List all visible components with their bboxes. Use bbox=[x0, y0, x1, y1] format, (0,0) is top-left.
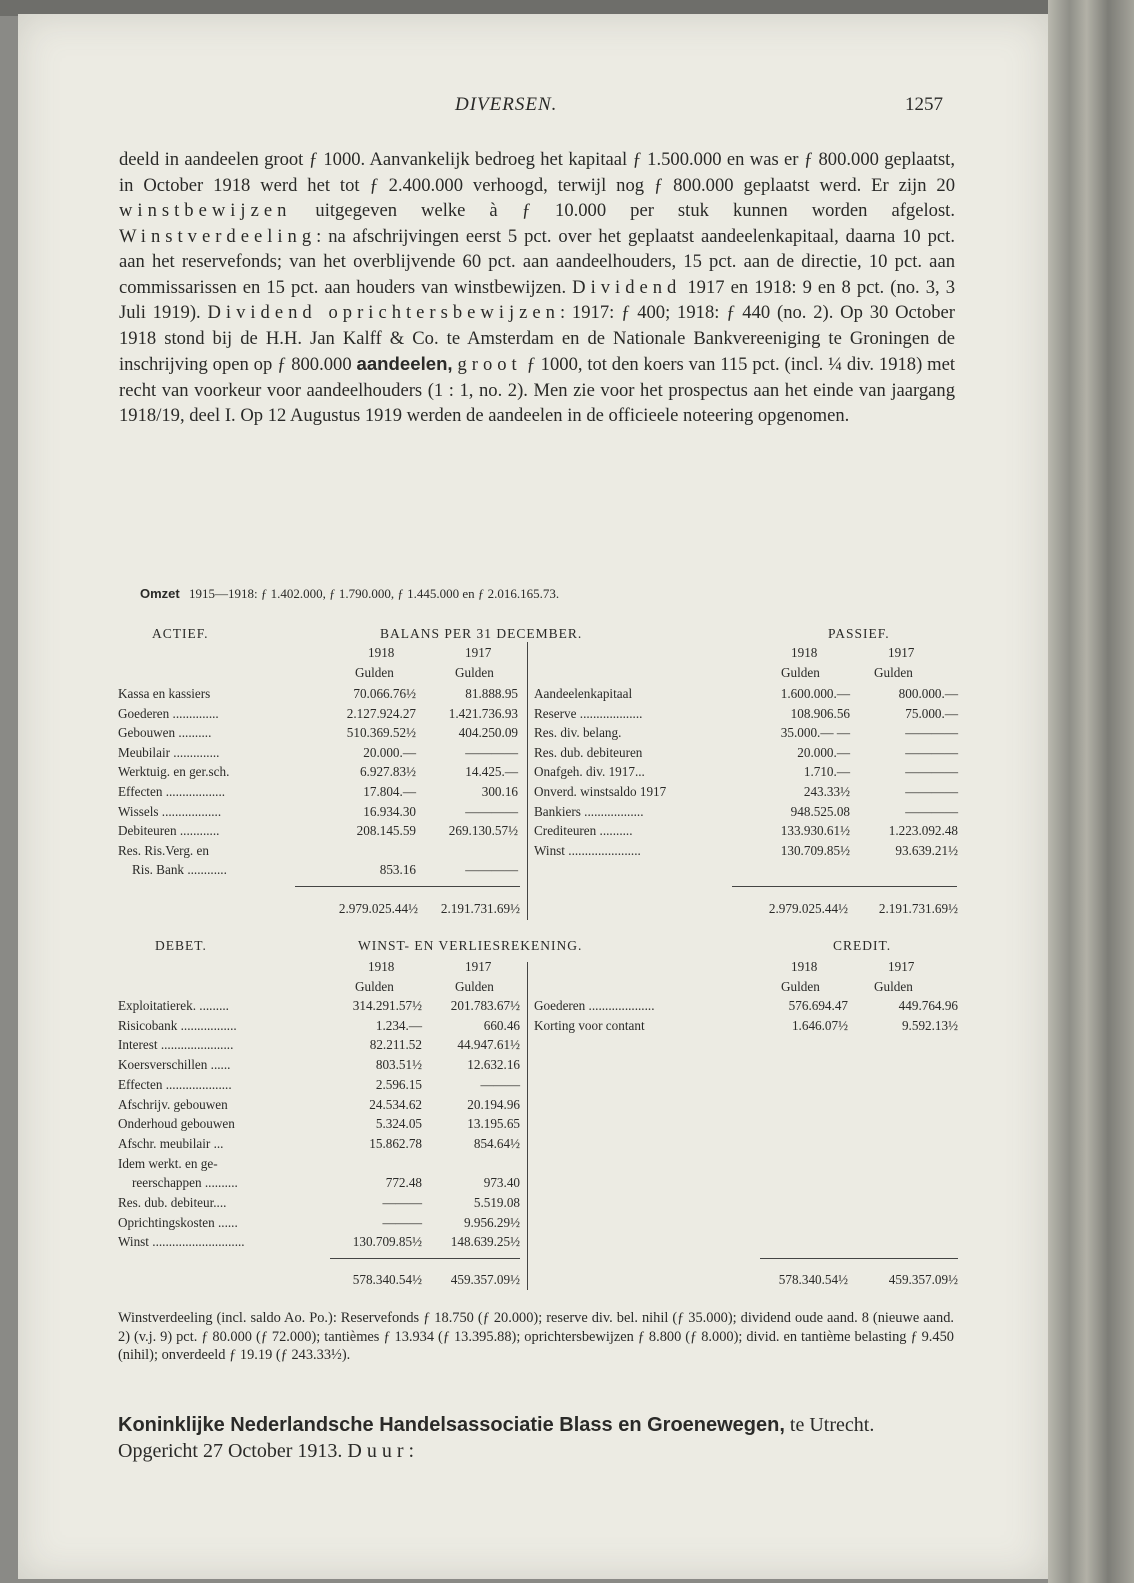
value-1918: 510.369.52½ bbox=[346, 725, 416, 741]
value-1917 bbox=[424, 1155, 520, 1173]
profit-distribution-note: Winstverdeeling (incl. saldo Ao. Po.): Reservefonds ƒ 18.750 (ƒ 20.000); reserve div. bel. nihil (ƒ 35.000); dividend oude aand. 8 (nieuwe aand. 2) (v.j. 9) pct. ƒ 80.000 (ƒ 72.000); tantièmes ƒ 13.934 (ƒ 13.395.88); oprichtersbewijzen ƒ 8.800 (ƒ 8.000); divid. en tantième belasting ƒ 9.450 (nihil); onverdeeld ƒ 19.19 (ƒ 243.33½). bbox=[118, 1310, 954, 1364]
value-1917: ———— bbox=[465, 803, 518, 819]
value-1918: 243.33½ bbox=[803, 784, 850, 799]
row-label: Korting voor contant bbox=[534, 1017, 645, 1033]
value-1918: 16.934.30 bbox=[363, 803, 416, 819]
row-label: Oprichtingskosten ...... bbox=[118, 1214, 238, 1230]
value-1917: 9.592.13½ bbox=[901, 1017, 958, 1033]
row-label: Risicobank ................. bbox=[118, 1017, 237, 1033]
value-1918: 314.291.57½ bbox=[352, 998, 422, 1013]
value-1917: 44.947.61½ bbox=[457, 1037, 520, 1053]
value-1918: 24.534.62 bbox=[369, 1096, 422, 1112]
value-1918: 130.709.85½ bbox=[780, 842, 850, 858]
total-rule bbox=[330, 1258, 520, 1259]
liabilities-caption: PASSIEF. bbox=[828, 626, 890, 641]
row-label: Goederen .............. bbox=[118, 705, 219, 721]
value-1918: ——— bbox=[382, 1195, 422, 1210]
value-1917: ———— bbox=[905, 803, 958, 819]
row-label: Ris. Bank ............ bbox=[132, 862, 227, 878]
total-liabilities-1917: 2.191.731.69½ bbox=[878, 901, 958, 916]
row-label: Effecten .................. bbox=[118, 784, 226, 799]
row-label: Aandeelenkapitaal bbox=[534, 686, 633, 701]
col-year-1917: 1917 bbox=[465, 645, 492, 660]
total-debit-1918: 578.340.54½ bbox=[352, 1272, 422, 1287]
col-year-1918: 1918 bbox=[791, 645, 818, 660]
text-run: winstbewijzen bbox=[119, 200, 292, 221]
value-1918: 133.930.61½ bbox=[780, 823, 850, 839]
value-1917: 1.223.092.48 bbox=[888, 823, 958, 839]
text-run: : na afschrijvingen eerst 5 pct. over het geplaatst aandeelenkapitaal, daarna 10 pct. aan het reservefonds; van het overblijvende 60 pct. aan aandeelhouders, 15 pct. aan de directie, 10 pct. aan commissarissen en 15 pct. aan houders van winstbewijzen. bbox=[119, 225, 955, 298]
value-1918: 20.000.— bbox=[363, 744, 416, 760]
value-1917: 20.194.96 bbox=[467, 1096, 520, 1112]
value-1918: 20.000.— bbox=[797, 744, 850, 760]
row-label: Res. div. belang. bbox=[534, 725, 622, 741]
turnover-values: 1915—1918: ƒ 1.402.000, ƒ 1.790.000, ƒ 1.445.000 en ƒ 2.016.165.73. bbox=[188, 586, 560, 601]
col-unit: Gulden bbox=[455, 665, 494, 680]
value-1918: 853.16 bbox=[379, 862, 416, 878]
row-label: Res. dub. debiteuren bbox=[534, 744, 643, 760]
value-1917: 14.425.— bbox=[465, 764, 518, 780]
value-1918: 5.324.05 bbox=[375, 1116, 422, 1132]
row-label: Winst ...................... bbox=[534, 842, 641, 858]
value-1918: 2.596.15 bbox=[375, 1076, 422, 1092]
total-credit-1918: 578.340.54½ bbox=[778, 1272, 848, 1287]
value-1917: 12.632.16 bbox=[467, 1057, 520, 1073]
duration-label: Duur: bbox=[347, 1440, 420, 1462]
row-label: Idem werkt. en ge- bbox=[118, 1155, 218, 1171]
col-year-1917: 1917 bbox=[888, 959, 915, 974]
col-unit: Gulden bbox=[455, 979, 494, 994]
row-label: Onafgeh. div. 1917... bbox=[534, 764, 645, 780]
total-debit-1917: 459.357.09½ bbox=[450, 1272, 520, 1287]
company-name: Koninklijke Nederlandsche Handelsassociatie Blass en Groenewegen, bbox=[118, 1414, 785, 1436]
value-1917: 75.000.— bbox=[905, 705, 958, 721]
value-1918: 208.145.59 bbox=[356, 823, 416, 839]
col-unit: Gulden bbox=[781, 665, 820, 680]
col-year-1917: 1917 bbox=[888, 645, 915, 660]
book-spine bbox=[1048, 0, 1134, 1583]
total-rule bbox=[760, 1258, 958, 1259]
value-1917 bbox=[418, 842, 518, 860]
row-label: Afschrijv. gebouwen bbox=[118, 1096, 228, 1112]
value-1918: 70.066.76½ bbox=[353, 686, 416, 701]
value-1917: ———— bbox=[465, 744, 518, 760]
total-rule bbox=[295, 886, 520, 887]
text-run: deeld in aandeelen groot bbox=[119, 149, 309, 170]
col-year-1918: 1918 bbox=[368, 959, 395, 974]
text-run: Dividend bbox=[572, 276, 682, 298]
col-year-1917: 1917 bbox=[465, 959, 492, 974]
debit-caption: DEBET. bbox=[155, 938, 207, 953]
row-label: Interest ...................... bbox=[118, 1037, 234, 1053]
row-label: Debiteuren ............ bbox=[118, 823, 220, 839]
value-1917: 800.000.— bbox=[898, 686, 958, 701]
row-label: Crediteuren .......... bbox=[534, 823, 633, 839]
value-1918: 803.51½ bbox=[375, 1057, 422, 1073]
row-label: Goederen .................... bbox=[534, 998, 655, 1013]
value-1917: 13.195.65 bbox=[467, 1116, 520, 1132]
value-1918: 576.694.47 bbox=[788, 998, 848, 1013]
total-assets-1917: 2.191.731.69½ bbox=[440, 901, 520, 916]
text-run: groot bbox=[457, 354, 522, 375]
total-credit-1917: 459.357.09½ bbox=[888, 1272, 958, 1287]
value-1918: 82.211.52 bbox=[369, 1037, 422, 1053]
value-1917: 9.956.29½ bbox=[463, 1214, 520, 1230]
text-run: aandeelen, bbox=[356, 353, 453, 374]
col-unit: Gulden bbox=[874, 979, 913, 994]
col-unit: Gulden bbox=[781, 979, 820, 994]
text-run: Dividend oprichtersbewijzen bbox=[207, 302, 560, 323]
row-label: Wissels .................. bbox=[118, 803, 222, 819]
text-run: uitgegeven welke à ƒ 10.000 per stuk kunnen worden afgelost. bbox=[291, 200, 955, 221]
value-1918: 17.804.— bbox=[363, 784, 416, 799]
value-1918: 35.000.— — bbox=[780, 725, 850, 741]
profit-loss-title: WINST- EN VERLIESREKENING. bbox=[358, 938, 583, 953]
value-1917: 5.519.08 bbox=[473, 1195, 520, 1210]
col-unit: Gulden bbox=[874, 665, 913, 680]
text-run: : 1917: ƒ 400; 1918: ƒ 440 (no. 2). Op 30 October 1918 stond bij de H.H. Jan Kalff & Co. te Amsterdam en de Nationale Bankvereeniging te Groningen de inschrijving open op ƒ 800.000 bbox=[119, 302, 955, 375]
row-label: Res. Ris.Verg. en bbox=[118, 842, 209, 858]
value-1917: ———— bbox=[905, 784, 958, 799]
balance-sheet-title: BALANS PER 31 DECEMBER. bbox=[380, 626, 583, 641]
column-divider bbox=[527, 962, 528, 1290]
col-unit: Gulden bbox=[355, 665, 394, 680]
row-label: Effecten .................... bbox=[118, 1076, 232, 1092]
text-run: ƒ 1000. Aanvankelijk bedroeg het kapitaal ƒ 1.500.000 en was er ƒ 800.000 geplaatst, in October 1918 werd het tot ƒ 2.400.000 verhoogd, terwijl nog ƒ 800.000 geplaatst werd. Er zijn 20 bbox=[119, 149, 955, 196]
next-company-entry bbox=[118, 1412, 954, 1464]
value-1918: 1.600.000.— bbox=[780, 686, 850, 701]
value-1917: 300.16 bbox=[481, 784, 518, 799]
value-1918: 15.862.78 bbox=[369, 1135, 422, 1151]
row-label: Bankiers .................. bbox=[534, 803, 644, 819]
row-label: Onverd. winstsaldo 1917 bbox=[534, 784, 667, 799]
value-1917: 201.783.67½ bbox=[450, 998, 520, 1013]
text-run: ƒ 1000, tot den koers van 115 pct. (incl. ¼ div. 1918) met recht van voorkeur voor aandeelhouders (1 : 1, no. 2). Men zie voor het prospectus aan het einde van jaargang 1918/19, deel I. Op 12 Augustus 1919 werden de aandeelen in de officieele noteering opgenomen. bbox=[119, 354, 955, 426]
row-label: Koersverschillen ...... bbox=[118, 1057, 231, 1073]
row-label: Afschr. meubilair ... bbox=[118, 1135, 224, 1151]
page-number: 1257 bbox=[905, 94, 943, 115]
company-description bbox=[119, 147, 955, 429]
value-1918: 2.127.924.27 bbox=[346, 705, 416, 721]
value-1917: 660.46 bbox=[483, 1017, 520, 1033]
col-unit: Gulden bbox=[355, 979, 394, 994]
row-label: Kassa en kassiers bbox=[118, 686, 211, 701]
value-1918 bbox=[280, 842, 416, 860]
value-1917: 973.40 bbox=[483, 1175, 520, 1191]
row-label: Meubilair .............. bbox=[118, 744, 220, 760]
value-1918 bbox=[300, 1155, 422, 1173]
value-1918: 108.906.56 bbox=[790, 705, 850, 721]
value-1917: 93.639.21½ bbox=[895, 842, 958, 858]
text-run: Winstverdeeling bbox=[119, 225, 317, 247]
row-label: Onderhoud gebouwen bbox=[118, 1116, 235, 1132]
value-1917: 449.764.96 bbox=[898, 998, 958, 1013]
value-1917: ———— bbox=[465, 862, 518, 878]
row-label: Reserve ................... bbox=[534, 705, 643, 721]
value-1917: 1.421.736.93 bbox=[448, 705, 518, 721]
row-label: Exploitatierek. ......... bbox=[118, 998, 229, 1013]
turnover-line bbox=[140, 586, 559, 602]
row-label: Winst ............................ bbox=[118, 1234, 245, 1250]
text-run: 1917 en 1918: 9 en 8 pct. (no. 3, 3 Juli 1919). bbox=[119, 276, 955, 323]
value-1917: ——— bbox=[480, 1076, 520, 1092]
value-1917: 148.639.25½ bbox=[450, 1234, 520, 1250]
value-1917: 269.130.57½ bbox=[448, 823, 518, 839]
value-1918: 130.709.85½ bbox=[352, 1234, 422, 1250]
row-label: Gebouwen .......... bbox=[118, 725, 212, 741]
value-1918: 6.927.83½ bbox=[359, 764, 416, 780]
company-intro: te Utrecht. Opgericht 27 October 1913. bbox=[118, 1414, 875, 1462]
col-year-1918: 1918 bbox=[791, 959, 818, 974]
column-divider bbox=[527, 642, 528, 920]
value-1918: 1.710.— bbox=[803, 764, 850, 780]
credit-caption: CREDIT. bbox=[833, 938, 892, 953]
assets-caption: ACTIEF. bbox=[152, 626, 209, 641]
total-rule bbox=[732, 886, 957, 887]
row-label: reerschappen .......... bbox=[132, 1175, 238, 1191]
total-assets-1918: 2.979.025.44½ bbox=[338, 901, 418, 916]
value-1917: ———— bbox=[905, 764, 958, 780]
value-1918: 1.234.— bbox=[375, 1017, 422, 1033]
value-1917: 854.64½ bbox=[473, 1135, 520, 1151]
value-1917: ———— bbox=[905, 744, 958, 760]
row-label: Res. dub. debiteur.... bbox=[118, 1195, 227, 1210]
turnover-label: Omzet bbox=[140, 586, 180, 601]
col-year-1918: 1918 bbox=[368, 645, 395, 660]
value-1918: 772.48 bbox=[385, 1175, 422, 1191]
value-1917: 81.888.95 bbox=[465, 686, 518, 701]
value-1918: 1.646.07½ bbox=[791, 1017, 848, 1033]
value-1917: ———— bbox=[905, 725, 958, 741]
value-1918: ——— bbox=[382, 1214, 422, 1230]
total-liabilities-1918: 2.979.025.44½ bbox=[768, 901, 848, 916]
running-header: DIVERSEN. bbox=[455, 94, 558, 115]
row-label: Werktuig. en ger.sch. bbox=[118, 764, 230, 780]
value-1917: 404.250.09 bbox=[458, 725, 518, 741]
value-1918: 948.525.08 bbox=[790, 803, 850, 819]
